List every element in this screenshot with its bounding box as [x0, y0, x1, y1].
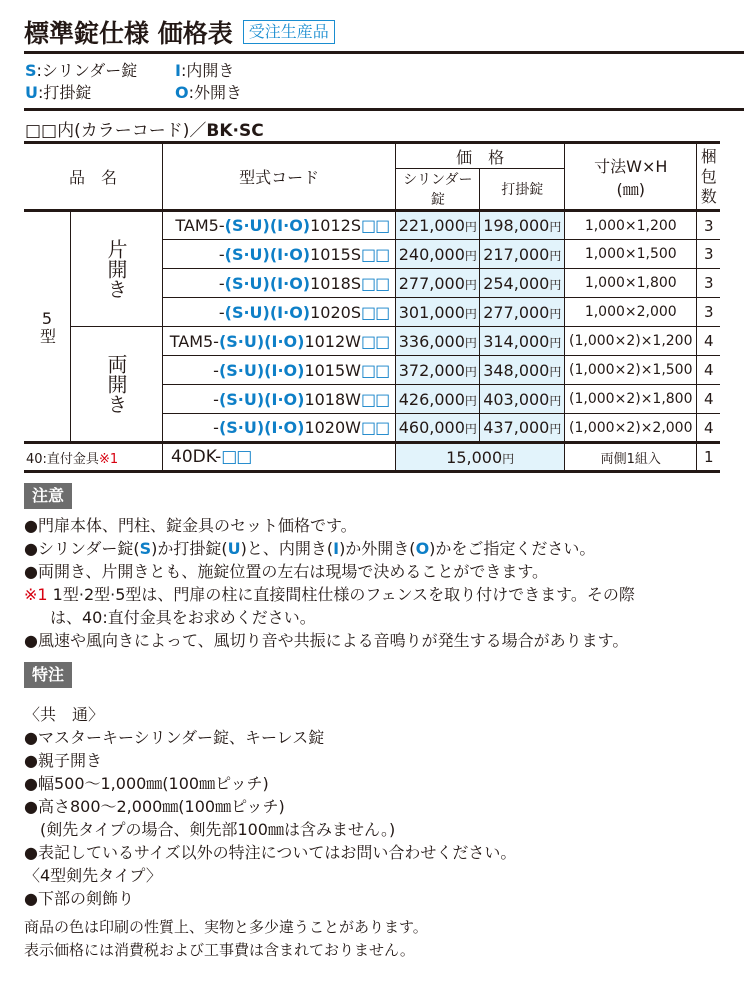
special-order-notes [24, 703, 734, 910]
header-price: 価 格 [396, 143, 565, 169]
caution-note1: ※1 1型·2型·5型は、門扉の柱に直接間柱仕様のフェンスを取り付けできます。その際 [24, 585, 635, 604]
title-divider [24, 51, 744, 54]
accessory-label: 40:直付金具※1 [24, 443, 163, 472]
legend-item-i: I:内開き [175, 61, 235, 80]
legend-item-u: U:打掛錠 [25, 83, 92, 102]
code-legend [25, 60, 242, 104]
footer-line: 表示価格には消費税および工事費は含まれておりません。 [24, 941, 415, 959]
header-price-latch: 打掛錠 [480, 169, 565, 211]
price-table [24, 141, 720, 473]
caution-notes [24, 514, 734, 652]
header-price-cylinder: シリンダー錠 [396, 169, 480, 211]
caution-note1-cont: は、40:直付金具をお求めください。 [50, 608, 316, 627]
accessory-price: 15,000円 [396, 443, 565, 472]
special-line: 〈4型剣先タイプ〉 [24, 866, 162, 885]
special-order-tag: 特注 [24, 662, 72, 688]
page-title: 標準錠仕様 価格表 [24, 19, 233, 48]
table-row: 5型 片開き TAM5-(S·U)(I·O)1012S□□ 221,000円 198,000円 1,000×1,200 3 [24, 211, 720, 240]
color-code-line: □□内(カラーコード)／BK·SC [25, 121, 264, 141]
accessory-row [24, 443, 720, 472]
special-line: ●幅500〜1,000㎜(100㎜ピッチ) [24, 774, 269, 793]
legend-item-s: S:シリンダー錠 [25, 61, 138, 80]
group-label-single: 片開き [71, 211, 163, 327]
caution-line: ●門扉本体、門柱、錠金具のセット価格です。 [24, 516, 357, 535]
header-packages: 梱包数 [697, 143, 720, 211]
special-line: ●親子開き [24, 751, 102, 770]
special-line: ●マスターキーシリンダー錠、キーレス錠 [24, 728, 325, 747]
group-label-double: 両開き [71, 327, 163, 443]
special-line: ●表記しているサイズ以外の特注についてはお問い合わせください。 [24, 843, 517, 862]
accessory-pkg: 1 [697, 443, 720, 472]
special-line: (剣先タイプの場合、剣先部100㎜は含みません。) [24, 820, 396, 839]
title-row [24, 14, 335, 50]
accessory-code: 40DK-□□ [163, 443, 396, 472]
footer-notes [24, 916, 428, 962]
legend-item-o: O:外開き [175, 83, 243, 102]
table-row: -(S·U)(I·O)1018S□□ 277,000円 254,000円 1,000×1,800 3 [24, 269, 720, 298]
table-row: -(S·U)(I·O)1020W□□ 460,000円 437,000円 (1,000×2)×2,000 4 [24, 414, 720, 443]
special-line: ●高さ800〜2,000㎜(100㎜ピッチ) [24, 797, 285, 816]
table-row: -(S·U)(I·O)1015S□□ 240,000円 217,000円 1,000×1,500 3 [24, 240, 720, 269]
table-row: -(S·U)(I·O)1018W□□ 426,000円 403,000円 (1,000×2)×1,800 4 [24, 385, 720, 414]
header-product-name: 品 名 [24, 143, 163, 211]
footer-line: 商品の色は印刷の性質上、実物と多少違うことがあります。 [24, 918, 428, 936]
caution-tag: 注意 [24, 483, 72, 509]
accessory-size: 両側1組入 [565, 443, 697, 472]
caution-line: ●風速や風向きによって、風切り音や共振による音鳴りが発生する場合があります。 [24, 631, 629, 650]
table-row: -(S·U)(I·O)1015W□□ 372,000円 348,000円 (1,000×2)×1,500 4 [24, 356, 720, 385]
caution-line: ●両開き、片開きとも、施錠位置の左右は現場で決めることができます。 [24, 562, 549, 581]
caution-line: ●シリンダー錠(S)か打掛錠(U)と、内開き(I)か外開き(O)かをご指定ください。 [24, 539, 596, 558]
made-to-order-badge: 受注生産品 [243, 20, 335, 44]
special-line: ●下部の剣飾り [24, 889, 134, 908]
special-line: 〈共 通〉 [24, 705, 105, 724]
legend-divider [24, 108, 744, 111]
header-model-code: 型式コード [163, 143, 396, 211]
type-label: 5型 [24, 211, 71, 443]
table-row: 両開き TAM5-(S·U)(I·O)1012W□□ 336,000円 314,000円 (1,000×2)×1,200 4 [24, 327, 720, 356]
table-row: -(S·U)(I·O)1020S□□ 301,000円 277,000円 1,000×2,000 3 [24, 298, 720, 327]
header-size: 寸法W×H (㎜) [565, 143, 697, 211]
